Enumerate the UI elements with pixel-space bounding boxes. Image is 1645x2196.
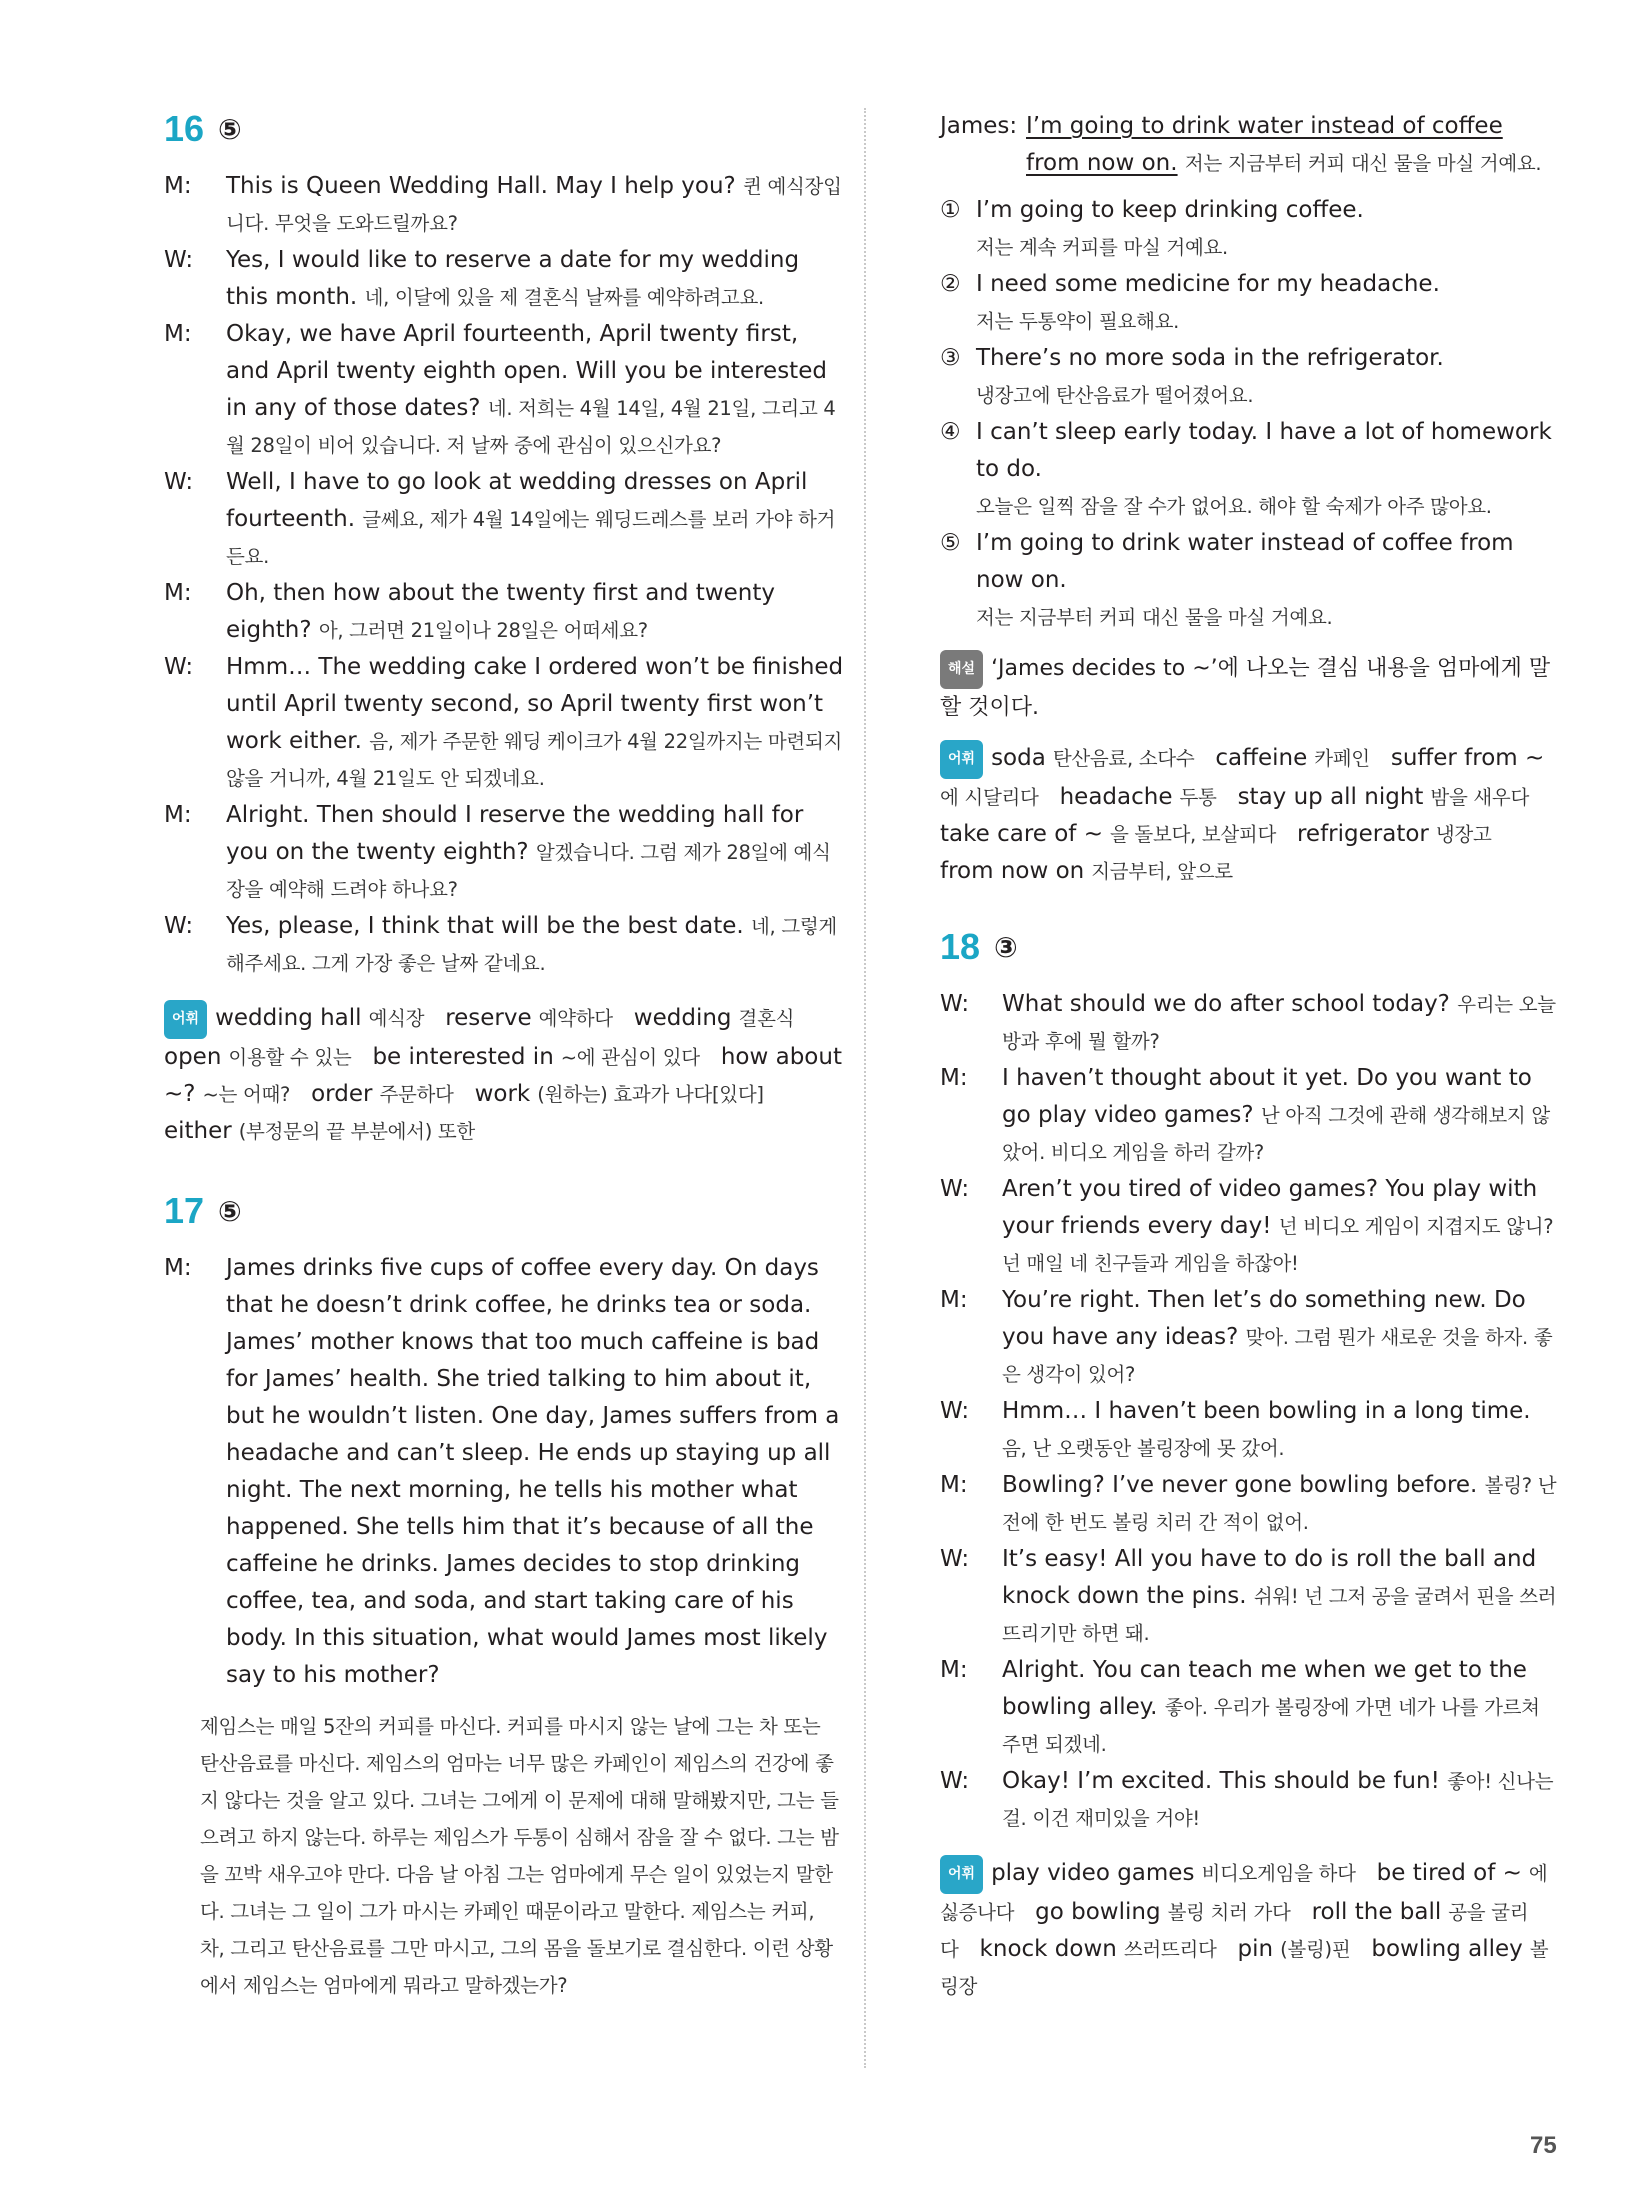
speaker: W: xyxy=(940,1546,970,1572)
speaker: W: xyxy=(164,247,194,273)
line-body xyxy=(1002,1171,1560,1282)
vocab-term: wedding hall xyxy=(215,1005,362,1031)
option-english: I’m going to drink water instead of coffee from now on. xyxy=(976,530,1514,593)
line-english: Bowling? I’ve never gone bowling before. xyxy=(1002,1472,1478,1498)
speaker: W: xyxy=(164,913,194,939)
vocab-meaning: 카페인 xyxy=(1314,747,1370,770)
speaker: M: xyxy=(164,321,192,347)
option-body xyxy=(976,340,1560,414)
line-english: Alright. Then should I reserve the wedding hall for you on the twenty eighth? xyxy=(226,802,804,865)
line-korean: 난 아직 그것에 관해 생각해보지 않았어. 비디오 게임을 하러 갈까? xyxy=(1002,1104,1550,1164)
line-english: Yes, I would like to reserve a date for my wedding this month. xyxy=(226,247,800,310)
monologue-text: James drinks five cups of coffee every day. On days that he doesn’t drink coffee, he drinks tea or soda. James’ mother knows that too much caffeine is bad for James’ health. She tried talking to him about it, but he wouldn’t listen. One day, James suffers from a headache and can’t sleep. He ends up staying up all night. The next morning, he tells his mother what happened. She tells him that it’s because of all the caffeine he drinks. James decides to stop drinking coffee, tea, and soda, and start taking care of his body. In this situation, what would James most likely say to his mother? xyxy=(226,1255,840,1688)
vocab-meaning: 공을 굴리다 xyxy=(940,1901,1529,1961)
vocab-meaning: 볼링 치러 가다 xyxy=(1167,1901,1291,1924)
option-body xyxy=(976,414,1560,525)
option-korean: 오늘은 일찍 잠을 잘 수가 없어요. 해야 할 숙제가 아주 많아요. xyxy=(976,495,1492,518)
line-english: Aren’t you tired of video games? You play with your friends every day! xyxy=(1002,1176,1538,1239)
dialogue-line xyxy=(164,168,844,242)
vocab-section xyxy=(164,1000,844,1150)
question-number: 16 xyxy=(164,108,205,149)
dialogue-line xyxy=(940,1763,1560,1837)
option-item xyxy=(940,266,1560,340)
vocab-term: be interested in xyxy=(372,1044,554,1070)
line-body xyxy=(226,464,844,575)
line-korean: 맞아. 그럼 뭔가 새로운 것을 하자. 좋은 생각이 있어? xyxy=(1002,1326,1553,1386)
vocab-meaning: 밤을 새우다 xyxy=(1430,786,1530,809)
vocab-term: suffer from ~ xyxy=(1390,745,1545,771)
option-english: I need some medicine for my headache. xyxy=(976,271,1440,297)
note-section xyxy=(940,650,1560,726)
line-body xyxy=(226,316,844,464)
vocab-term: caffeine xyxy=(1215,745,1308,771)
line-english: I haven’t thought about it yet. Do you want to go play video games? xyxy=(1002,1065,1532,1128)
vocab-meaning: 결혼식 xyxy=(738,1007,795,1030)
james-line xyxy=(940,108,1560,182)
line-korean: 퀸 예식장입니다. 무엇을 도와드릴까요? xyxy=(226,175,842,235)
dialogue-line xyxy=(940,986,1560,1060)
option-english: I’m going to keep drinking coffee. xyxy=(976,197,1364,223)
line-body xyxy=(226,797,844,908)
line-body xyxy=(226,649,844,797)
question-16-header xyxy=(164,108,844,150)
vocab-term: stay up all night xyxy=(1237,784,1424,810)
dialogue-line xyxy=(940,1541,1560,1652)
vocab-meaning: (원하는) 효과가 나다[있다] xyxy=(537,1083,764,1106)
page-number: 75 xyxy=(1530,2132,1557,2159)
dialogue-line xyxy=(940,1282,1560,1393)
option-korean: 저는 지금부터 커피 대신 물을 마실 거예요. xyxy=(976,606,1333,629)
vocab-term: go bowling xyxy=(1035,1899,1161,1925)
vocab-term: wedding xyxy=(633,1005,732,1031)
vocab-tag: 어휘 xyxy=(940,740,983,779)
translation: 제임스는 매일 5잔의 커피를 마신다. 커피를 마시지 않는 날에 그는 차 또는 탄산음료를 마신다. 제임스의 엄마는 너무 많은 카페인이 제임스의 건강에 좋지 않다는 것을 알고 있다. 그녀는 그에게 이 문제에 대해 말해봤지만, 그는 들으려고 하지 않는다. 하루는 제임스가 두통이 심해서 잠을 잘 수 없다. 그는 밤을 꼬박 새우고야 만다. 다음 날 아침 그는 엄마에게 무슨 일이 있었는지 말한다. 그녀는 그 일이 그가 마시는 카페인 때문이라고 말한다. 제임스는 커피, 차, 그리고 탄산음료를 그만 마시고, 그의 몸을 돌보기로 결심한다. 이런 상황에서 제임스는 엄마에게 뭐라고 말하겠는가? xyxy=(200,1715,839,1997)
vocab-tag: 어휘 xyxy=(940,1855,983,1894)
line-body xyxy=(1002,1393,1560,1467)
line-body xyxy=(1002,1467,1560,1541)
dialogue xyxy=(164,168,844,982)
dialogue-line xyxy=(164,316,844,464)
option-item xyxy=(940,340,1560,414)
line-korean: 볼링? 난 전에 한 번도 볼링 치러 간 적이 없어. xyxy=(1002,1474,1557,1534)
line-korean: 아, 그러면 21일이나 28일은 어떠세요? xyxy=(318,619,648,642)
vocab-meaning: (볼링)핀 xyxy=(1280,1938,1351,1961)
line-english: Yes, please, I think that will be the best date. xyxy=(226,913,744,939)
vocab-term: soda xyxy=(991,745,1046,771)
speaker: M: xyxy=(940,1065,968,1091)
vocab-meaning: 두통 xyxy=(1179,786,1217,809)
option-number: ④ xyxy=(940,419,961,445)
question-16 xyxy=(164,108,844,1150)
dialogue-line xyxy=(164,575,844,649)
line-body xyxy=(1002,986,1560,1060)
option-number: ③ xyxy=(940,345,961,371)
dialogue-line xyxy=(940,1467,1560,1541)
vocab-meaning: 이용할 수 있는 xyxy=(228,1046,352,1069)
speaker: W: xyxy=(940,1768,970,1794)
speaker: M: xyxy=(164,1255,192,1281)
right-column xyxy=(940,108,1560,2005)
line-korean: 우리는 오늘 방과 후에 뭘 할까? xyxy=(1002,993,1556,1053)
vocab-term: open xyxy=(164,1044,222,1070)
note-text: ‘James decides to ~’에 나오는 결심 내용을 엄마에게 말할 것이다. xyxy=(940,656,1551,720)
dialogue-line xyxy=(164,908,844,982)
dialogue-line xyxy=(164,649,844,797)
vocab-meaning: 예식장 xyxy=(368,1007,425,1030)
dialogue-line xyxy=(164,797,844,908)
vocab-meaning: 쓰러뜨리다 xyxy=(1123,1938,1217,1961)
line-body xyxy=(226,908,844,982)
option-item xyxy=(940,525,1560,636)
line-body xyxy=(226,168,844,242)
answer-mark: ③ xyxy=(994,930,1018,964)
line-body xyxy=(1002,1652,1560,1763)
vocab-meaning: 에 싫증나다 xyxy=(940,1862,1548,1924)
question-number: 18 xyxy=(940,926,981,967)
line-english: Hmm… The wedding cake I ordered won’t be finished until April twenty second, so April twenty first won’t work either. xyxy=(226,654,844,754)
dialogue-line xyxy=(164,242,844,316)
line-korean: 네, 이달에 있을 제 결혼식 날짜를 예약하려고요. xyxy=(364,286,764,309)
line-body xyxy=(226,575,844,649)
vocab-meaning: ~는 어때? xyxy=(202,1083,291,1106)
vocab-term: how about ~? xyxy=(164,1044,842,1107)
line-korean: 네. 저희는 4월 14일, 4월 21일, 그리고 4월 28일이 비어 있습니다. 저 날짜 중에 관심이 있으신가요? xyxy=(226,397,836,457)
speaker: M: xyxy=(940,1287,968,1313)
vocab-term: take care of ~ xyxy=(940,821,1103,847)
vocab-meaning: 지금부터, 앞으로 xyxy=(1091,860,1233,883)
line-english: It’s easy! All you have to do is roll the ball and knock down the pins. xyxy=(1002,1546,1537,1609)
vocab-term: order xyxy=(311,1081,373,1107)
speaker: James: xyxy=(940,113,1018,139)
line-korean: 네, 그렇게 해주세요. 그게 가장 좋은 날짜 같네요. xyxy=(226,915,837,975)
vocab-term: from now on xyxy=(940,858,1085,884)
line-korean: 음, 제가 주문한 웨딩 케이크가 4월 22일까지는 마련되지 않을 거니까, 4월 21일도 안 되겠네요. xyxy=(226,730,843,790)
option-english: There’s no more soda in the refrigerator. xyxy=(976,345,1444,371)
option-number: ② xyxy=(940,271,961,297)
line-english: Okay! I’m excited. This should be fun! xyxy=(1002,1768,1440,1794)
speaker: W: xyxy=(940,1176,970,1202)
vocab-term: work xyxy=(474,1081,531,1107)
line-english: Hmm… I haven’t been bowling in a long time. xyxy=(1002,1398,1531,1424)
speaker: W: xyxy=(164,469,194,495)
line-english: Well, I have to go look at wedding dresses on April fourteenth. xyxy=(226,469,808,532)
option-korean: 냉장고에 탄산음료가 떨어졌어요. xyxy=(976,384,1254,407)
vocab-meaning: 비디오게임을 하다 xyxy=(1201,1862,1356,1885)
column-divider xyxy=(864,108,866,2068)
option-korean: 저는 두통약이 필요해요. xyxy=(976,310,1180,333)
vocab-term: knock down xyxy=(979,1936,1117,1962)
vocab-term: refrigerator xyxy=(1296,821,1429,847)
option-number: ① xyxy=(940,197,961,223)
line-korean: 좋아! 신나는 걸. 이건 재미있을 거야! xyxy=(1002,1770,1554,1830)
option-body xyxy=(976,266,1560,340)
note-tag: 해설 xyxy=(940,650,983,689)
speaker: M: xyxy=(164,580,192,606)
line-body xyxy=(1002,1060,1560,1171)
vocab-term: be tired of ~ xyxy=(1376,1860,1522,1886)
line-body xyxy=(226,242,844,316)
line-korean: 쉬워! 넌 그저 공을 굴려서 핀을 쓰러뜨리기만 하면 돼. xyxy=(1002,1585,1557,1645)
speaker: W: xyxy=(164,654,194,680)
answer-mark: ⑤ xyxy=(218,112,242,146)
line-body xyxy=(1002,1282,1560,1393)
speaker: W: xyxy=(940,991,970,1017)
vocab-section xyxy=(940,1855,1560,2005)
vocab-meaning: 탄산음료, 소다수 xyxy=(1052,747,1195,770)
vocab-meaning: 을 돌보다, 보살피다 xyxy=(1109,823,1276,846)
vocab-meaning: 냉장고 xyxy=(1435,823,1492,846)
vocab-tag: 어휘 xyxy=(164,1000,207,1039)
james-answer-ko: 저는 지금부터 커피 대신 물을 마실 거예요. xyxy=(1184,152,1542,175)
speaker: M: xyxy=(940,1657,968,1683)
option-number: ⑤ xyxy=(940,530,961,556)
option-item xyxy=(940,414,1560,525)
dialogue-line xyxy=(940,1171,1560,1282)
line-korean: 글쎄요, 제가 4월 14일에는 웨딩드레스를 보러 가야 하거든요. xyxy=(226,508,836,568)
line-english: You’re right. Then let’s do something new. Do you have any ideas? xyxy=(1002,1287,1526,1350)
vocab-term: headache xyxy=(1059,784,1173,810)
vocab-term: pin xyxy=(1237,1936,1274,1962)
speaker: M: xyxy=(164,802,192,828)
option-korean: 저는 계속 커피를 마실 거예요. xyxy=(976,236,1228,259)
vocab-term: either xyxy=(164,1118,232,1144)
option-english: I can’t sleep early today. I have a lot of homework to do. xyxy=(976,419,1552,482)
dialogue-line xyxy=(164,464,844,575)
option-body xyxy=(976,525,1560,636)
vocab-term: roll the ball xyxy=(1311,1899,1442,1925)
vocab-term: bowling alley xyxy=(1371,1936,1523,1962)
question-18-header xyxy=(940,926,1560,968)
vocab-meaning: 주문하다 xyxy=(379,1083,454,1106)
line-english: Oh, then how about the twenty first and twenty eighth? xyxy=(226,580,775,643)
line-korean: 음, 난 오랫동안 볼링장에 못 갔어. xyxy=(1002,1437,1285,1460)
dialogue xyxy=(940,986,1560,1837)
dialogue-line xyxy=(940,1060,1560,1171)
left-column xyxy=(164,108,844,2004)
vocab-meaning: 예약하다 xyxy=(538,1007,613,1030)
speaker: W: xyxy=(940,1398,970,1424)
question-17 xyxy=(164,1190,844,2004)
vocab-term: play video games xyxy=(991,1860,1195,1886)
line-english: Alright. You can teach me when we get to the bowling alley. xyxy=(1002,1657,1527,1720)
option-body xyxy=(976,192,1560,266)
line-body xyxy=(1002,1763,1560,1837)
line-english: This is Queen Wedding Hall. May I help you? xyxy=(226,173,736,199)
speaker: M: xyxy=(940,1472,968,1498)
line-korean: 넌 비디오 게임이 지겹지도 않니? 넌 매일 네 친구들과 게임을 하잖아! xyxy=(1002,1215,1554,1275)
james-answer: I’m going to drink water instead of coffee from now on. xyxy=(1026,113,1503,176)
vocab-term: reserve xyxy=(445,1005,532,1031)
line-body xyxy=(1002,1541,1560,1652)
dialogue-line xyxy=(940,1652,1560,1763)
speaker: M: xyxy=(164,173,192,199)
option-item xyxy=(940,192,1560,266)
answer-mark: ⑤ xyxy=(218,1194,242,1228)
vocab-meaning: 에 시달리다 xyxy=(940,786,1039,809)
question-number: 17 xyxy=(164,1190,205,1231)
vocab-meaning: (부정문의 끝 부분에서) 또한 xyxy=(238,1120,475,1143)
line-english: Okay, we have April fourteenth, April twenty first, and April twenty eighth open. Will you be interested in any of those dates? xyxy=(226,321,827,421)
monologue xyxy=(164,1250,844,1694)
question-17-header xyxy=(164,1190,844,1232)
line-english: What should we do after school today? xyxy=(1002,991,1450,1017)
options xyxy=(940,192,1560,636)
vocab-meaning: ~에 관심이 있다 xyxy=(560,1046,700,1069)
line-korean: 알겠습니다. 그럼 제가 28일에 예식장을 예약해 드려야 하나요? xyxy=(226,841,831,901)
dialogue-line xyxy=(940,1393,1560,1467)
question-18 xyxy=(940,926,1560,2005)
vocab-section xyxy=(940,740,1560,890)
vocab-meaning: 볼링장 xyxy=(940,1938,1549,1998)
line-korean: 좋아. 우리가 볼링장에 가면 네가 나를 가르쳐 주면 되겠네. xyxy=(1002,1696,1540,1756)
